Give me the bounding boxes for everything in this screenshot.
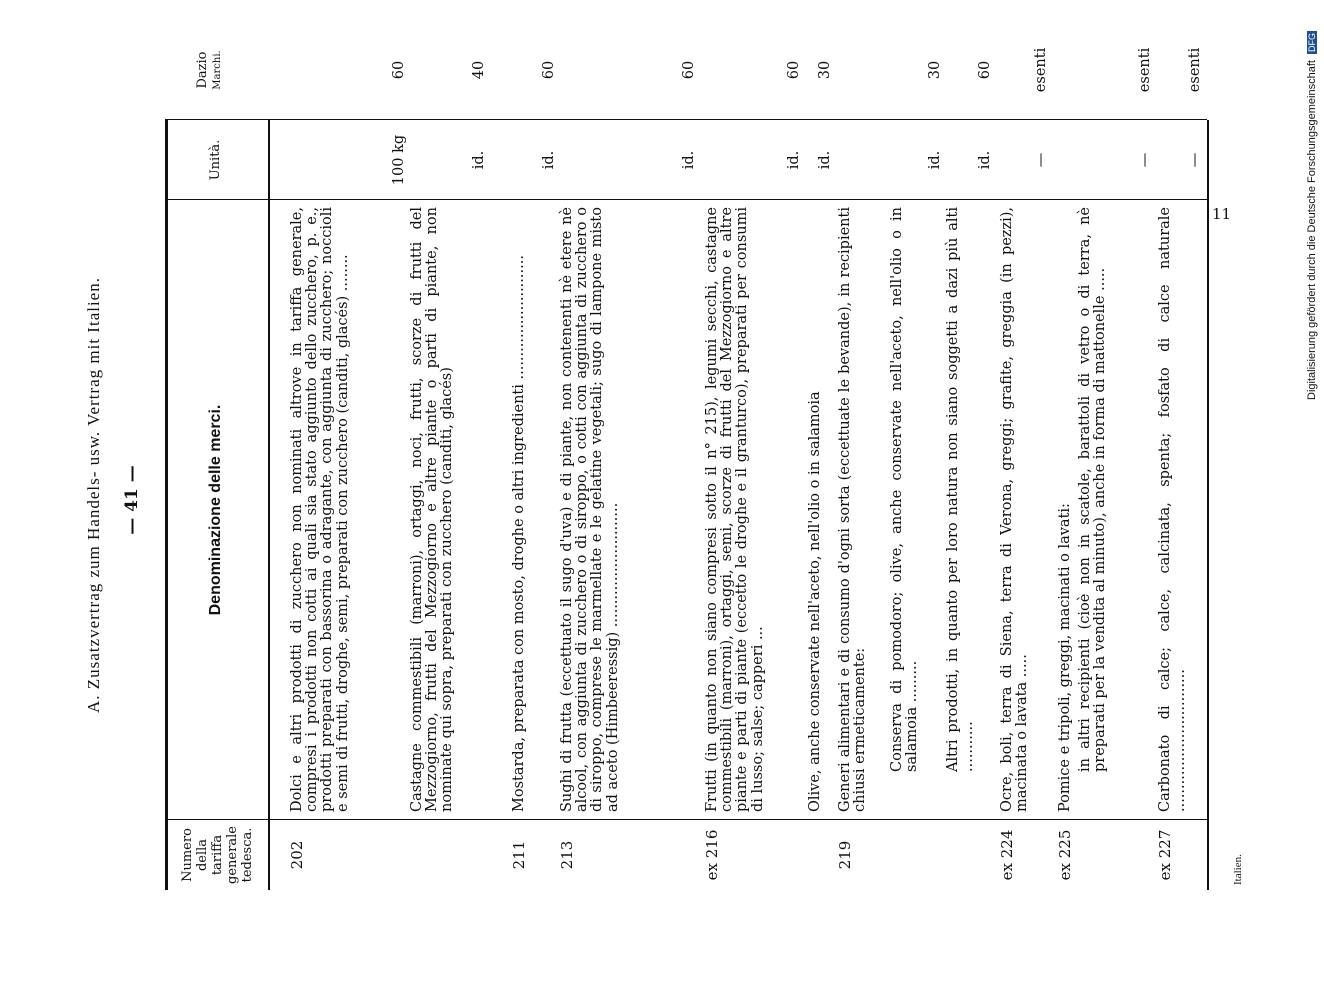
- goods-description: Altri prodotti, in quanto per loro natura non siano soggetti a dazi più alti ...........: [945, 207, 977, 772]
- tariff-number: ex 224: [998, 829, 1016, 881]
- duty-value: esenti: [1137, 47, 1153, 93]
- unit-value: id.: [927, 150, 943, 170]
- sheet-number: 11: [1212, 205, 1232, 223]
- table-top-rule: [165, 120, 168, 890]
- goods-description: in altri recipienti (cioè non in scatole, barattoli di vetro o di terra, nè preparati per la vendita al minuto), anche in forma di mattonelle .....: [1077, 207, 1109, 772]
- unit-value: id.: [786, 150, 802, 170]
- duty-value: 60: [786, 60, 802, 80]
- duty-value: 60: [541, 60, 557, 80]
- unit-value: id.: [471, 150, 487, 170]
- tariff-number: 211: [510, 840, 528, 870]
- unit-value: —: [1033, 152, 1049, 168]
- goods-description: Olive, anche conservate nell'aceto, nell'olio o in salamoia: [807, 391, 823, 812]
- dazio-label: Dazio: [195, 51, 210, 89]
- unit-value: —: [1187, 152, 1203, 168]
- duty-value: 60: [977, 60, 993, 80]
- marchi-label: Marchi.: [212, 50, 223, 90]
- duty-value: esenti: [1033, 47, 1049, 93]
- tariff-number: ex 227: [1156, 829, 1174, 881]
- goods-description: Dolci e altri prodotti di zucchero non nominati altrove in tariffa generale, compresi i prodotti non cotti ai quali sia stato aggiunto dello zucchero, p. e., prodotti preparati con bassorina o adragante, con aggiunta di zucchero; noccioli e semi di frutti, droghe, semi, preparati con zucchero (canditi, glacés) ........: [289, 207, 351, 812]
- duty-value: 30: [927, 60, 943, 80]
- table-bottom-rule: [1207, 120, 1209, 890]
- goods-description: Pomice e tripoli, greggi, macinati o lavati:: [1057, 503, 1073, 812]
- running-head: A. Zusatzvertrag zum Handels- usw. Vertrag mit Italien.: [84, 277, 103, 713]
- goods-description: Mostarda, preparata con mosto, droghe o altri ingredienti ...........................: [511, 255, 527, 812]
- goods-description: Sughi di frutta (eccettuato il sugo d'uva) e di piante, non contenenti nè etere nè alcool, con aggiunta di zucchero o di siroppo, o cotti con aggiunta di zucchero o di siroppo, comprese le marmellate e le gelatine vegetali; sugo di lampone misto ad aceto (Himbeeressig) ...........................: [559, 207, 621, 812]
- tariff-number: ex 225: [1056, 829, 1074, 881]
- goods-description: Carbonato di calce; calce, calcinata, spenta; fosfato di calce naturale ...............................: [1157, 207, 1189, 812]
- page-number: — 41 —: [122, 465, 142, 535]
- dfg-logo: DFG: [1307, 32, 1317, 52]
- goods-description: Ocre, boli, terra di Siena, terra di Verona, greggi; grafite, greggia (in pezzi), macinata o lavata .....: [999, 207, 1031, 812]
- unit-value: —: [1137, 152, 1153, 168]
- table-header-rule: [268, 120, 270, 890]
- tariff-number: 202: [288, 840, 306, 870]
- header-unita: Unità.: [208, 139, 223, 181]
- duty-value: 60: [391, 60, 407, 80]
- goods-description: Frutti (in quanto non siano compresi sotto il n° 215), legumi secchi, castagne commestibili (marroni), ortaggi, semi, scorze di frutti del Mezzogiorno e altre piante e parti di piante (eccetto le droghe e il granturco), preparati per consumi di lusso; salse; capperi ...: [704, 207, 766, 812]
- column-divider: [165, 819, 1207, 820]
- duty-value: 60: [681, 60, 697, 80]
- tariff-number: ex 216: [703, 829, 721, 881]
- unit-value: id.: [541, 150, 557, 170]
- duty-value: 30: [817, 60, 833, 80]
- unit-value: 100 kg: [391, 134, 407, 186]
- unit-value: id.: [817, 150, 833, 170]
- unit-value: id.: [977, 150, 993, 170]
- tariff-number: 219: [836, 840, 854, 870]
- header-denominazione: Denominazione delle merci.: [207, 404, 224, 616]
- digitization-note: [1304, 8, 1324, 400]
- header-numero: Numero della tariffa generale tedesca.: [180, 826, 255, 884]
- goods-description: Generi alimentari e di consumo d'ogni sorta (eccettuate le bevande), in recipienti chiusi ermeticamente:: [837, 207, 869, 812]
- tariff-number: 213: [558, 840, 576, 870]
- header-dazio: [195, 20, 225, 120]
- goods-description: Conserva di pomodoro; olive, anche conservate nell'aceto, nell'olio o in salamoia .........: [889, 207, 921, 772]
- duty-value: 40: [471, 60, 487, 80]
- unit-value: id.: [681, 150, 697, 170]
- digitization-text: Digitalisierung gefördert durch die Deutsche Forschungsgemeinschaft: [1306, 60, 1318, 400]
- footer-country: Italien.: [1232, 854, 1244, 885]
- duty-value: esenti: [1187, 47, 1203, 93]
- goods-description: Castagne commestibili (marroni), ortaggi, noci, frutti, scorze di frutti del Mezzogiorno, frutti del Mezzogiorno e altre piante o parti di piante, non nominate qui sopra, preparati con zucchero (canditi, glacés): [409, 207, 456, 812]
